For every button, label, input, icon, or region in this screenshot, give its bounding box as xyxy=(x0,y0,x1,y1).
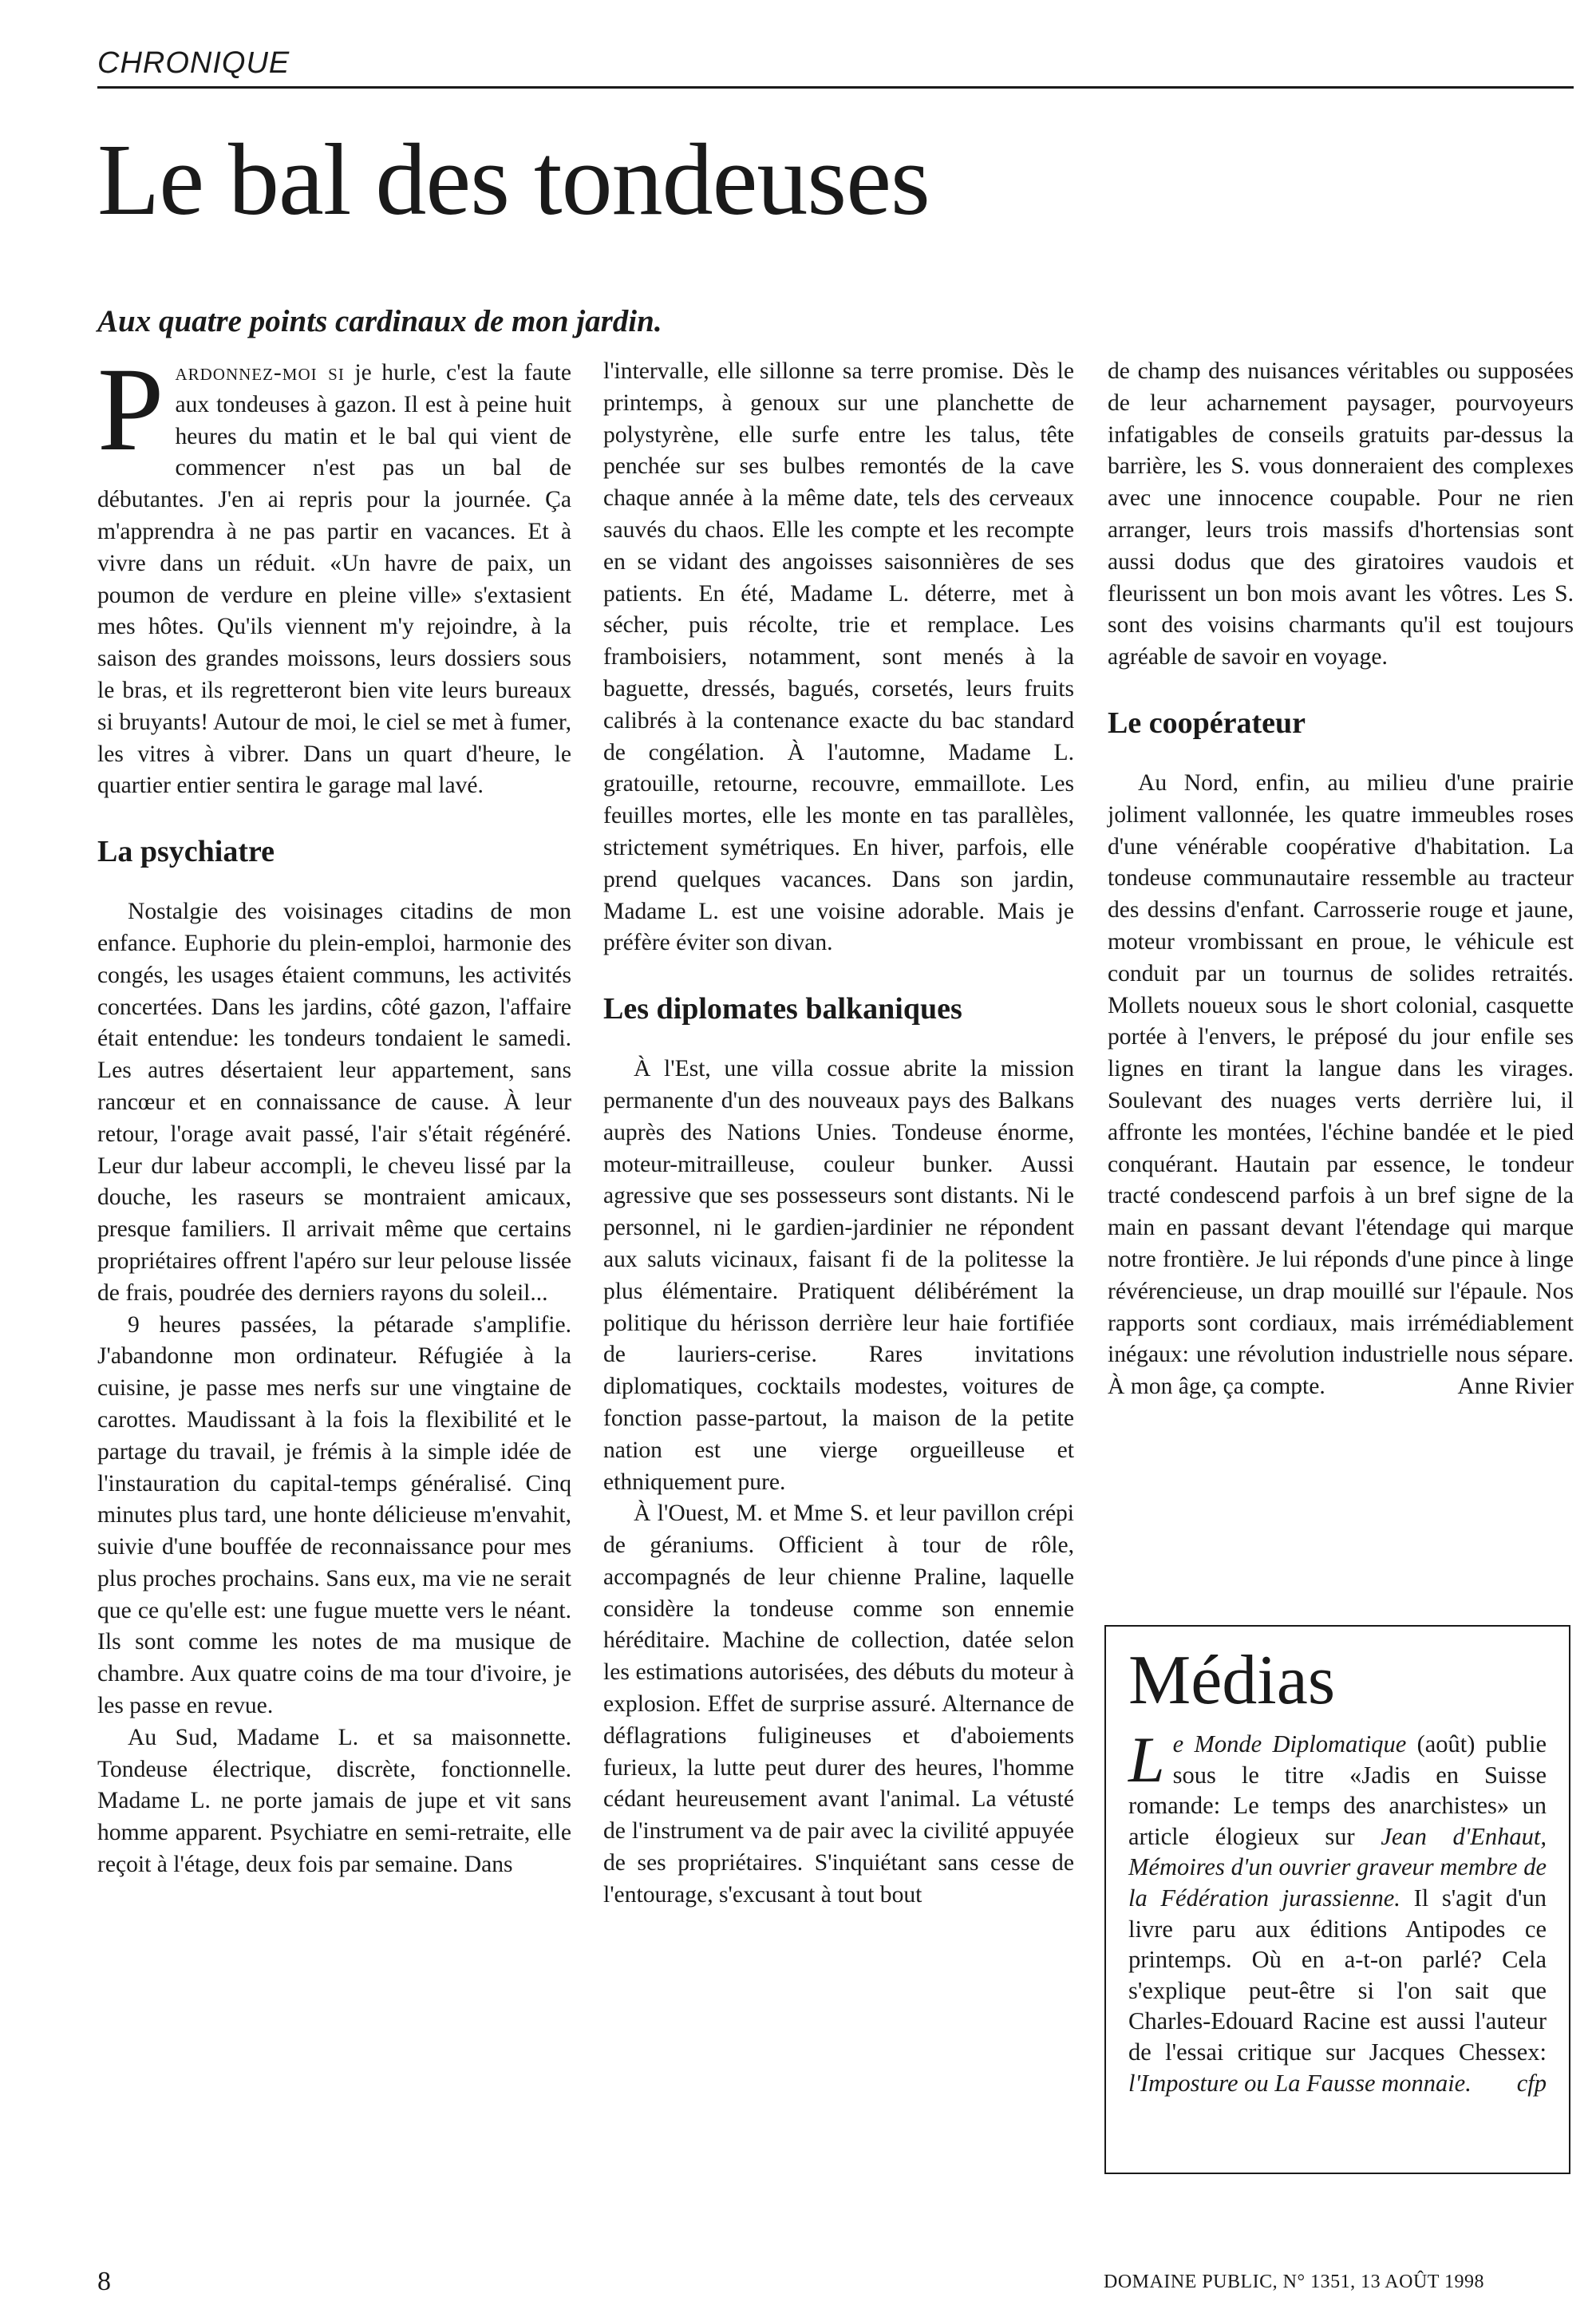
paragraph xyxy=(1108,768,1574,1403)
section-rubric: CHRONIQUE xyxy=(97,46,290,80)
medias-book-title-2: l'Imposture ou La Fausse monnaie. xyxy=(1128,2069,1472,2097)
intro-text: je hurle, c'est la faute aux tondeuses à gazon. Il est à peine huit heures du matin et le bal qui vient de commencer n'est pas un bal de débutantes. J'en ai repris pour la journée. Ça m'apprendra à ne pas partir en vacances. Et à vivre dans un réduit. «Un havre de paix, un poumon de verdure en pleine ville» s'extasient mes hôtes. Qu'ils viennent m'y rejoindre, à la saison des grandes moissons, leurs dossiers sous le bras, et ils regretteront bien vite leurs bureaux si bruyants! Autour de moi, le ciel se met à fumer, les vitres à vibrer. Dans un quart d'heure, le quartier entier sentira le garage mal lavé. xyxy=(97,360,571,799)
column-1 xyxy=(97,343,571,1881)
intro-paragraph xyxy=(97,343,571,802)
heading-diplomates: Les diplomates balkaniques xyxy=(603,992,962,1026)
column-3 xyxy=(1108,356,1574,1403)
paragraph-cont-b: l'intervalle, elle sillonne sa terre promise. Dès le printemps, à genoux sur une planchette de polystyrène, elle surfe entre les talus, tête penchée sur ses bulbes remontés de la cave chaque année à la même date, tels des cerveaux sauvés du chaos. Elle les compte et les recompte en se vidant des angoisses saisonnières de ses patients. En été, Madame L. déterre, met à sécher, puis récolte, trie et remplace. Les framboisiers, notamment, sont menés à la baguette, dressés, bagués, corsetés, leurs fruits calibrés à la contenance exacte du bac standard de congélation. À l'automne, Madame L. gratouille, retourne, recouvre, emmaillote. Les feuilles mortes, elle les monte en tas parallèles, strictement symétriques. En hiver, parfois, elle prend quelques vacances. Dans son jardin, Madame L. est une voisine adorable. Mais je préfère éviter son divan. xyxy=(603,358,1074,956)
medias-text xyxy=(1128,1723,1547,2098)
intro-smallcaps: ardonnez-moi si xyxy=(175,360,345,386)
paragraph: 9 heures passées, la pétarade s'amplifie. J'abandonne mon ordinateur. Réfugiée à la cuisine, je passe mes nerfs sur une vingtaine de carottes. Maudissant à la fois la flexibilité et le partage du travail, je frémis à la simple idée de l'instauration du capital-temps généralisé. Cinq minutes plus tard, une honte délicieuse m'envahit, suivie d'une bouffée de reconnaissance pour mes plus proches prochains. Sans eux, ma vie ne serait que ce qu'elle est: une fugue muette vers le néant. Ils sont comme les notes de ma musique de chambre. Aux quatre coins de ma tour d'ivoire, je les passe en revue. xyxy=(97,1311,571,1719)
medias-heading: Médias xyxy=(1128,1642,1336,1719)
medias-signature: cfp xyxy=(1516,2069,1547,2097)
paragraph-cont-c: À l'Ouest, M. et Mme S. et leur pavillon crépi de géraniums. Officient à tour de rôle, accompagnés de leur chienne Praline, laquelle considère la tondeuse comme son ennemie héréditaire. Machine de collection, datée selon les estimations autorisées, des débuts du moteur à explosion. Effet de surprise assuré. Alternance de déflagrations fuligineuses et d'aboiements furieux, la lutte peut durer des heures, l'homme cédant heureusement avant l'animal. La vétusté de l'instrument va de pair avec la civilité appuyée de ses propriétaires. S'inquiétant sans cesse de l'entourage, s'excusant à tout bout xyxy=(603,1501,1074,1908)
paragraph: Nostalgie des voisinages citadins de mon enfance. Euphorie du plein-emploi, harmonie des congés, les usages étaient communs, les activités concertées. Dans les jardins, côté gazon, l'affaire était entendue: les tondeurs tondaient le samedi. Les autres désertaient leur appartement, sans rancœur et en connaissance de cause. À leur retour, l'orage avait passé, l'air s'était régénéré. Leur dur labeur accompli, le cheveu lissé par la douche, les raseurs se montraient amicaux, presque familiers. Il arrivait même que certains propriétaires offrent l'apéro sur leur pelouse lissée de frais, poudrée des derniers rayons du soleil... xyxy=(97,899,571,1306)
column-2 xyxy=(603,356,1074,1912)
medias-box xyxy=(1104,1625,1570,2174)
medias-book-title: Jean d'Enhaut, Mémoires d'un ouvrier graveur membre de la Fédération jurassienne. xyxy=(1128,1822,1547,1912)
paragraph: À l'Est, une villa cossue abrite la mission permanente d'un des nouveaux pays des Balkans auprès des Nations Unies. Tondeuse énorme, moteur-mitrailleuse, couleur bunker. Aussi agressive que ses possesseurs sont distants. Ni le personnel, ni le gardien-jardinier ne répondent aux saluts vicinaux, faisant fi de la politesse la plus élémentaire. Pratiquent délibérément la politique du hérisson derrière leur haie fortifiée de lauriers-cerise. Rares invitations diplomatiques, cocktails modestes, voitures de fonction passe-partout, la maison de la petite nation est une vierge orgueilleuse et ethniquement pure. xyxy=(603,1056,1074,1495)
heading-cooperateur: Le coopérateur xyxy=(1108,706,1306,740)
paragraph-cont-a: Au Sud, Madame L. et sa maisonnette. Tondeuse électrique, discrète, fonctionnelle. Madame L. ne porte jamais de jupe et vit sans homme apparent. Psychiatre en semi-retraite, elle reçoit à l'étage, deux fois par semaine. Dans xyxy=(97,1724,571,1878)
paragraph-text: Au Nord, enfin, au milieu d'une prairie joliment vallonnée, les quatre immeubles roses d'une vénérable coopérative d'habitation. La tondeuse communautaire ressemble au tracteur des dessins d'enfant. Carrosserie rouge et jaune, moteur vrombissant en proue, le véhicule est conduit par un tournus de solides retraités. Mollets noueux sous le short colonial, casquette portée à l'envers, le préposé du jour enfile ses lignes en tirant la langue dans les virages. Soulevant des nuages verts derrière lui, il affronte les montées, l'échine bandée et le pied conquérant. Hautain par essence, le tondeur tracté condescend parfois à un bref signe de la main en passant devant l'étendage qui marque notre frontière. Je lui réponds d'une pince à linge révérencieuse, un drap mouillé sur l'épaule. Nos rapports sont cordiaux, mais irrémédiablement inégaux: une révolution industrielle nous sépare. À mon âge, ça compte. xyxy=(1108,769,1574,1400)
publication-line: DOMAINE PUBLIC, N° 1351, 13 AOÛT 1998 xyxy=(1104,2272,1484,2292)
medias-text-2: Il s'agit d'un livre paru aux éditions Antipodes ce printemps. Où en a-t-on parlé? Cela s'explique peut-être si l'on sait que Charles-Edouard Racine est aussi l'auteur de l'essai critique sur Jacques Chessex: xyxy=(1128,1884,1547,2066)
medias-source: e Monde Diplomatique xyxy=(1172,1730,1407,1758)
paragraph-cont-d: de champ des nuisances véritables ou supposées de leur acharnement paysager, pourvoyeurs infatigables de conseils gratuits par-dessus la barrière, les S. vous donneraient des complexes avec une innocence coupable. Pour ne rien arranger, leurs trois massifs d'hortensias sont aussi dodus que des giratoires vaudois et fleurissent un bon mois avant les vôtres. Les S. sont des voisins charmants qu'il est toujours agréable de savoir en voyage. xyxy=(1108,358,1574,670)
header-rule xyxy=(97,86,1574,89)
article-subtitle: Aux quatre points cardinaux de mon jardin. xyxy=(97,304,662,338)
author-signature: Anne Rivier xyxy=(1457,1374,1574,1400)
medias-drop-cap: L xyxy=(1128,1723,1165,1796)
medias-text-1: (août) publie sous le titre «Jadis en Suisse romande: Le temps des anarchistes» un article élogieux sur xyxy=(1128,1730,1547,1850)
article-title: Le bal des tondeuses xyxy=(97,123,930,236)
heading-psychiatre: La psychiatre xyxy=(97,835,275,869)
drop-cap: P xyxy=(97,343,164,476)
page-number: 8 xyxy=(97,2267,111,2296)
